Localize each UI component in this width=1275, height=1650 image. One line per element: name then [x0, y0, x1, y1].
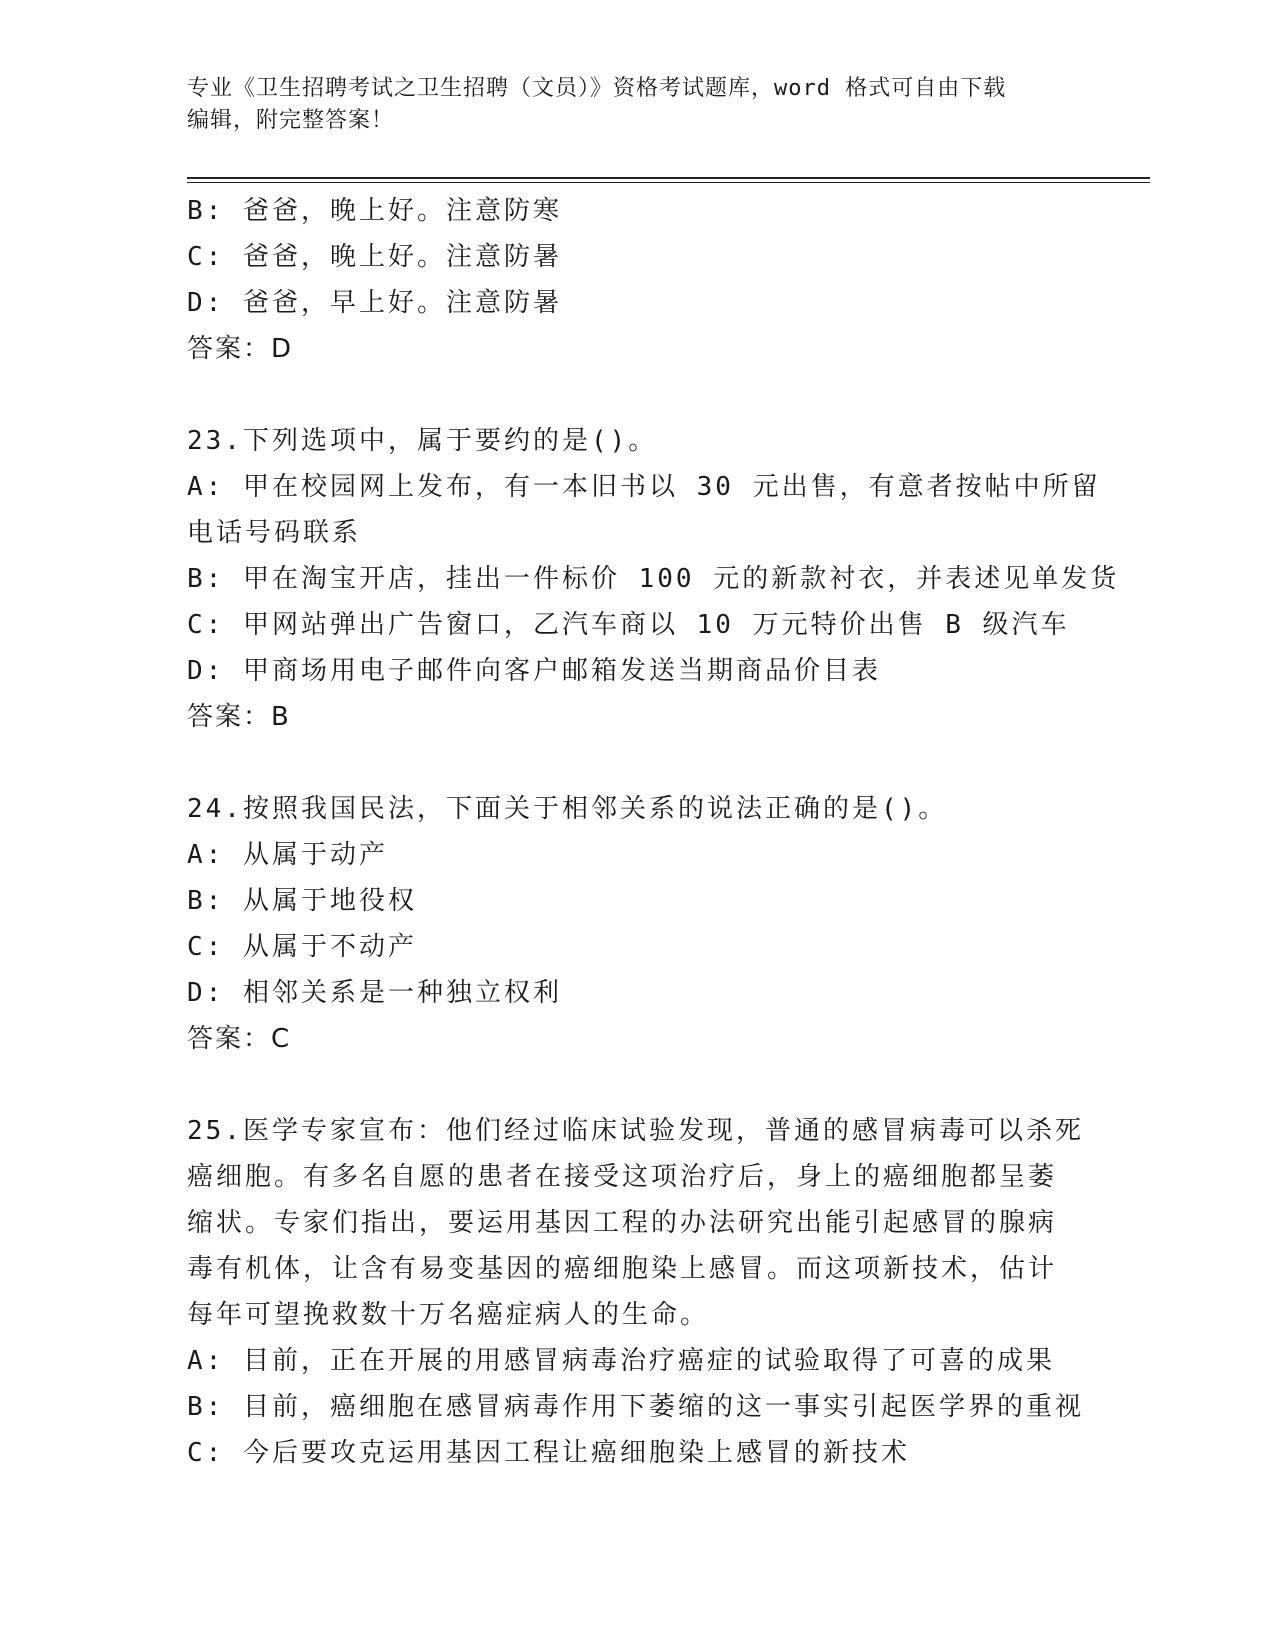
q24-option-d: D: 相邻关系是一种独立权利 — [187, 978, 562, 1008]
q25-option-c: C: 今后要攻克运用基因工程让癌细胞染上感冒的新技术 — [187, 1438, 910, 1468]
q23-option-d: D: 甲商场用电子邮件向客户邮箱发送当期商品价目表 — [187, 656, 881, 686]
q22-option-d: D: 爸爸，早上好。注意防暑 — [187, 288, 562, 318]
q25-question-line-2: 癌细胞。有多名自愿的患者在接受这项治疗后，身上的癌细胞都呈萎 — [187, 1162, 1058, 1192]
q24-option-c: C: 从属于不动产 — [187, 932, 417, 962]
q23-question: 23.下列选项中，属于要约的是()。 — [187, 426, 658, 456]
q24-option-a: A: 从属于动产 — [187, 840, 388, 870]
header-line-1: 专业《卫生招聘考试之卫生招聘（文员）》资格考试题库，word 格式可自由下载 — [187, 76, 1007, 101]
header-divider-thin — [187, 182, 1150, 183]
q24-question: 24.按照我国民法，下面关于相邻关系的说法正确的是()。 — [187, 794, 948, 824]
q22-answer: 答案：D — [187, 334, 294, 364]
spacer — [187, 372, 1087, 418]
q24-option-b: B: 从属于地役权 — [187, 886, 417, 916]
q25-option-a: A: 目前，正在开展的用感冒病毒治疗癌症的试验取得了可喜的成果 — [187, 1346, 1055, 1376]
q25-question-line-4: 毒有机体，让含有易变基因的癌细胞染上感冒。而这项新技术，估计 — [187, 1254, 1058, 1284]
spacer — [187, 740, 1087, 786]
q23-answer: 答案：B — [187, 702, 291, 732]
q25-option-b: B: 目前，癌细胞在感冒病毒作用下萎缩的这一事实引起医学界的重视 — [187, 1392, 1084, 1422]
question-content — [187, 188, 1120, 1476]
q23-option-c: C: 甲网站弹出广告窗口，乙汽车商以 10 万元特价出售 B 级汽车 — [187, 610, 1070, 640]
q23-option-a-line2: 电话号码联系 — [187, 518, 362, 548]
document-header — [187, 73, 1087, 137]
q25-question-line-5: 每年可望挽救数十万名癌症病人的生命。 — [187, 1300, 710, 1330]
q24-answer: 答案：C — [187, 1024, 292, 1054]
q22-option-c: C: 爸爸，晚上好。注意防暑 — [187, 242, 562, 272]
spacer — [187, 1062, 1087, 1108]
header-divider-thick — [187, 177, 1150, 179]
header-line-2: 编辑，附完整答案！ — [187, 108, 395, 133]
q25-question-line-1: 25.医学专家宣布：他们经过临床试验发现，普通的感冒病毒可以杀死 — [187, 1116, 1084, 1146]
q23-option-b: B: 甲在淘宝开店，挂出一件标价 100 元的新款衬衣，并表述见单发货 — [187, 564, 1120, 594]
q23-option-a-line1: A: 甲在校园网上发布，有一本旧书以 30 元出售，有意者按帖中所留 — [187, 472, 1101, 502]
q22-option-b: B: 爸爸，晚上好。注意防寒 — [187, 196, 562, 226]
q25-question-line-3: 缩状。专家们指出，要运用基因工程的办法研究出能引起感冒的腺病 — [187, 1208, 1058, 1238]
